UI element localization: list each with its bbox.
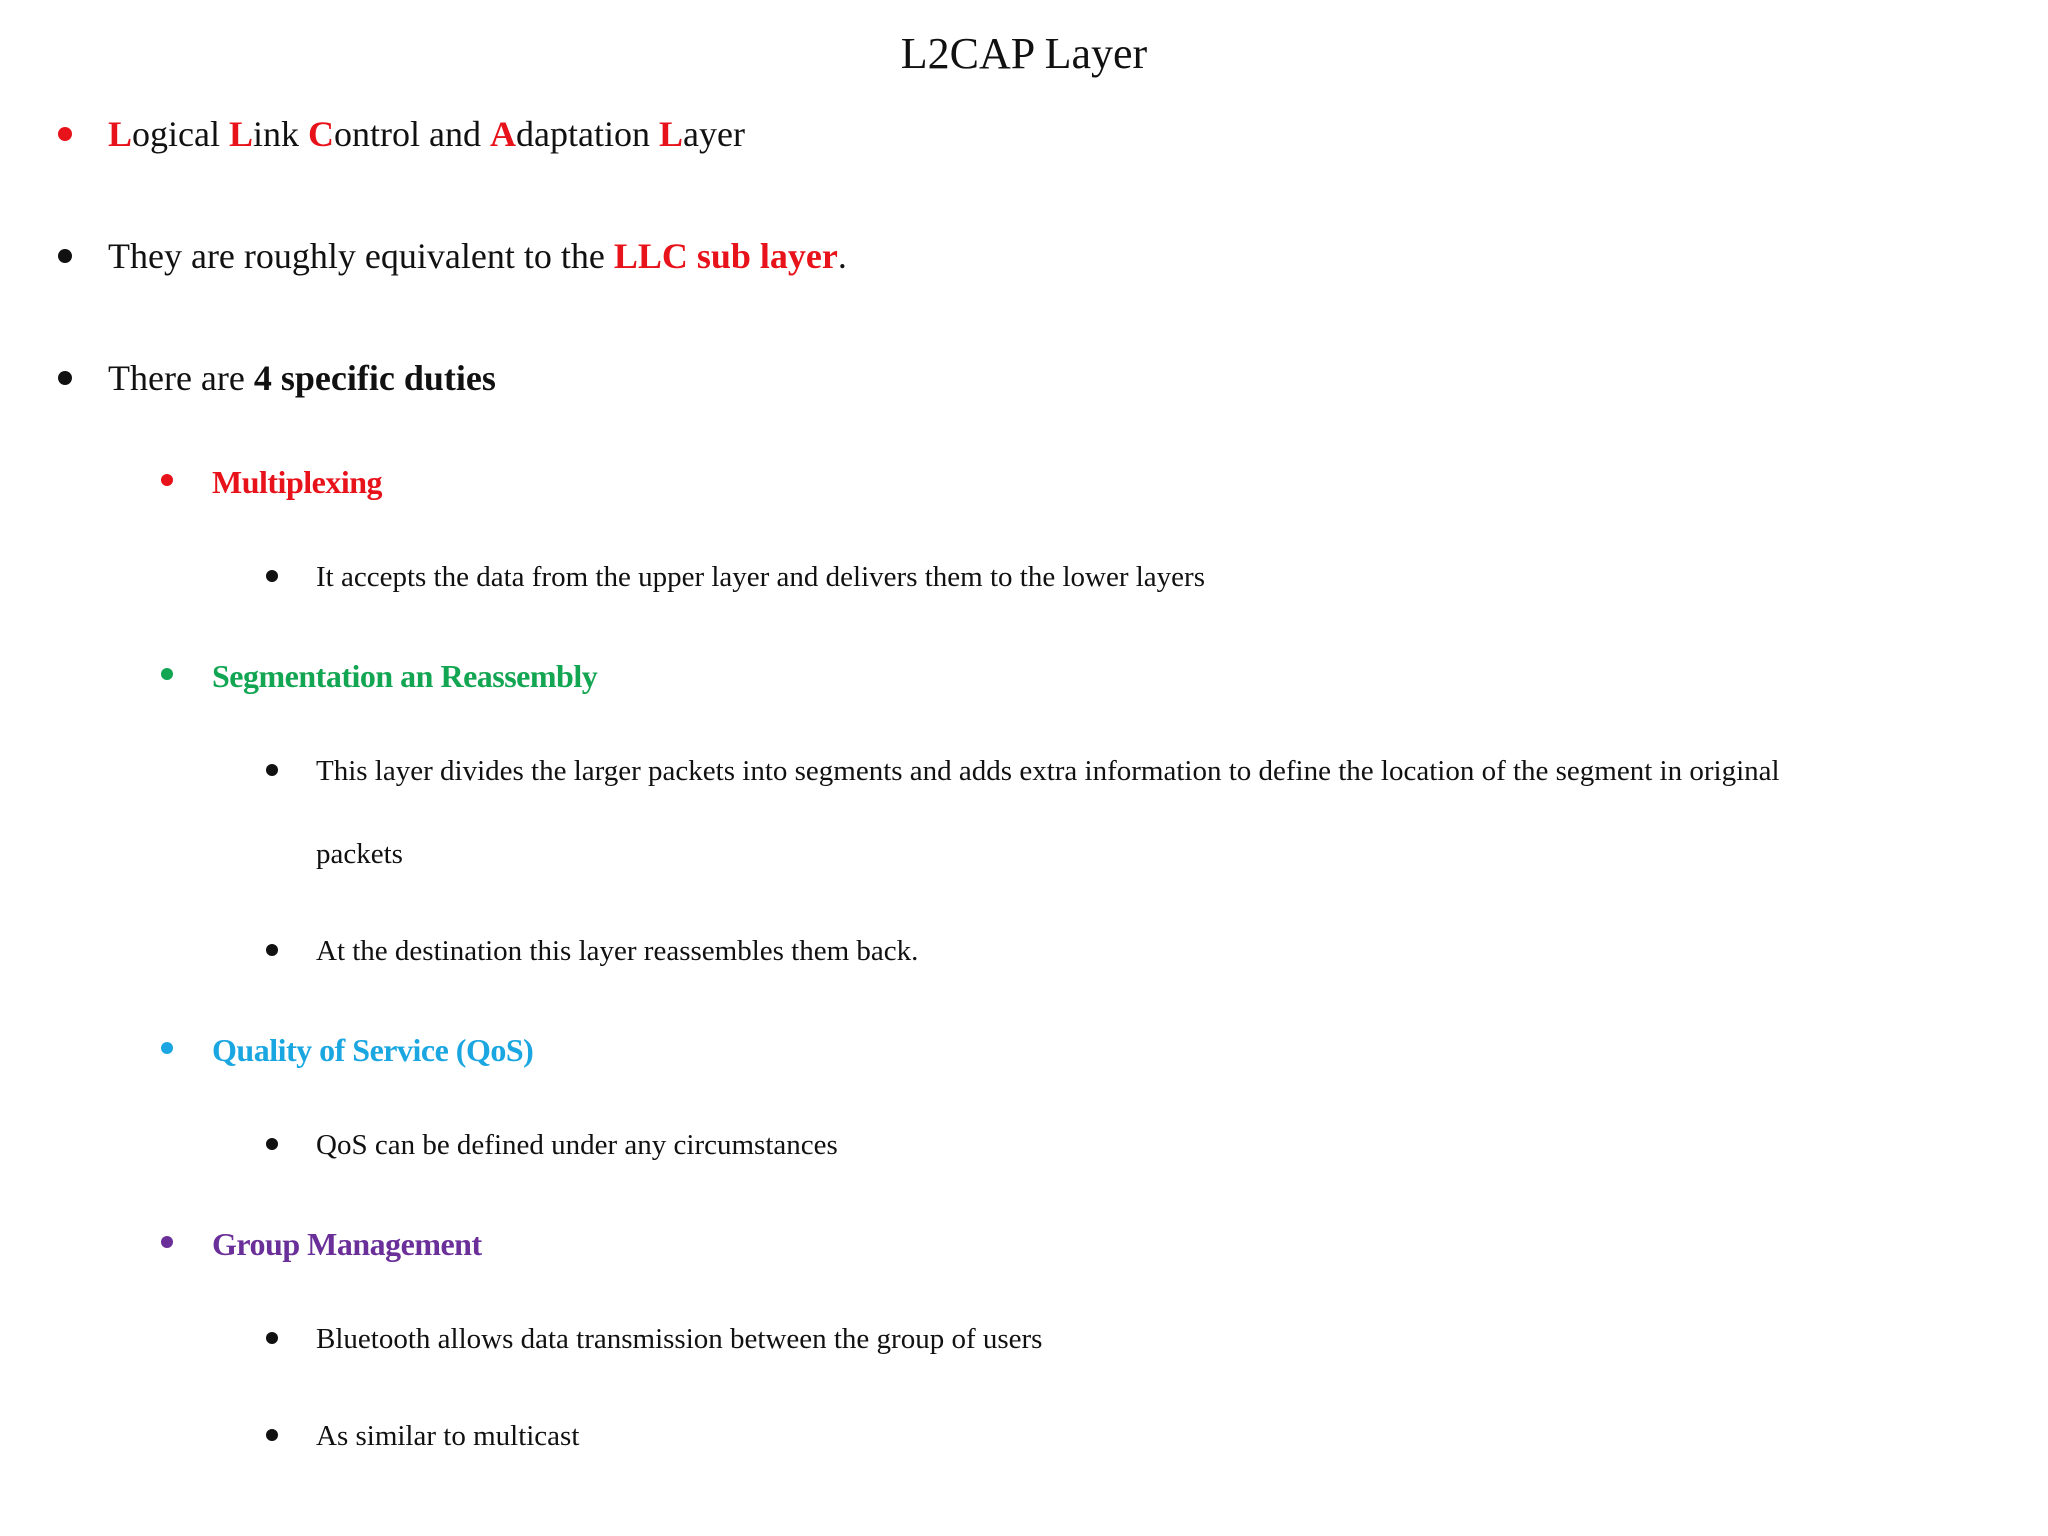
acronym-word-adaptation: daptation (516, 114, 659, 154)
acronym-initial-l: L (108, 114, 133, 154)
bullet-equivalent (0, 234, 1000, 278)
bullet-icon (266, 764, 278, 776)
blue-bullet-icon (161, 1042, 173, 1054)
duty-heading-text: Segmentation an Reassembly (212, 658, 598, 694)
duty-heading-qos (0, 1030, 800, 1070)
duty-detail-text: It accepts the data from the upper layer and delivers them to the lower layers (316, 561, 1205, 593)
equivalent-prefix: They are roughly equivalent to the (108, 236, 614, 276)
duty-detail (0, 1320, 1500, 1358)
equivalent-text (108, 234, 847, 278)
bullet-icon (266, 1429, 278, 1441)
duty-heading-text: Quality of Service (QoS) (212, 1032, 534, 1068)
duty-detail (0, 558, 1700, 596)
duties-text (108, 356, 496, 400)
acronym-initial-l3: L (658, 114, 683, 154)
duty-detail-text: packets (316, 838, 403, 870)
duty-detail (0, 752, 1780, 790)
duty-heading-text: Group Management (212, 1226, 482, 1262)
duties-prefix: There are (108, 358, 254, 398)
page-title: L2CAP Layer (900, 29, 1148, 78)
duty-heading-text: Multiplexing (212, 464, 383, 500)
bullet-acronym (0, 112, 1000, 156)
bullet-icon (266, 1332, 278, 1344)
acronym-word-logical: ogical (132, 114, 229, 154)
bullet-icon (58, 371, 72, 385)
duty-detail-text: As similar to multicast (316, 1420, 580, 1452)
duties-highlight: 4 specific duties (253, 358, 496, 398)
bullet-duties (0, 356, 1000, 400)
green-bullet-icon (161, 668, 173, 680)
bullet-icon (266, 944, 278, 956)
acronym-word-link: ink (253, 114, 309, 154)
red-bullet-icon (161, 474, 173, 486)
acronym-initial-a: A (490, 114, 516, 154)
duty-detail-text: QoS can be defined under any circumstances (316, 1129, 838, 1161)
equivalent-suffix: . (837, 236, 847, 276)
acronym-initial-l2: L (228, 114, 253, 154)
bullet-icon (266, 1138, 278, 1150)
acronym-word-layer: ayer (682, 114, 745, 154)
bullet-icon (266, 570, 278, 582)
purple-bullet-icon (161, 1236, 173, 1248)
duty-detail-text: This layer divides the larger packets into segments and adds extra information to define the location of the segment in original (316, 755, 1780, 787)
acronym-initial-c: C (308, 114, 335, 154)
equivalent-highlight: LLC sub layer (613, 236, 838, 276)
duty-heading-multiplexing (0, 462, 800, 502)
duty-detail (0, 1417, 1500, 1455)
acronym-text (108, 112, 745, 156)
duty-heading-segmentation (0, 656, 800, 696)
duty-detail-text: Bluetooth allows data transmission between the group of users (316, 1323, 1043, 1355)
duty-detail (0, 1126, 1500, 1164)
duty-heading-group-management (0, 1224, 800, 1264)
red-bullet-icon (58, 127, 72, 141)
duty-detail (0, 932, 1500, 970)
bullet-icon (58, 249, 72, 263)
acronym-word-control: ontrol and (334, 114, 490, 154)
duty-detail-text: At the destination this layer reassembles them back. (316, 935, 919, 967)
duty-detail-continuation (0, 835, 800, 873)
